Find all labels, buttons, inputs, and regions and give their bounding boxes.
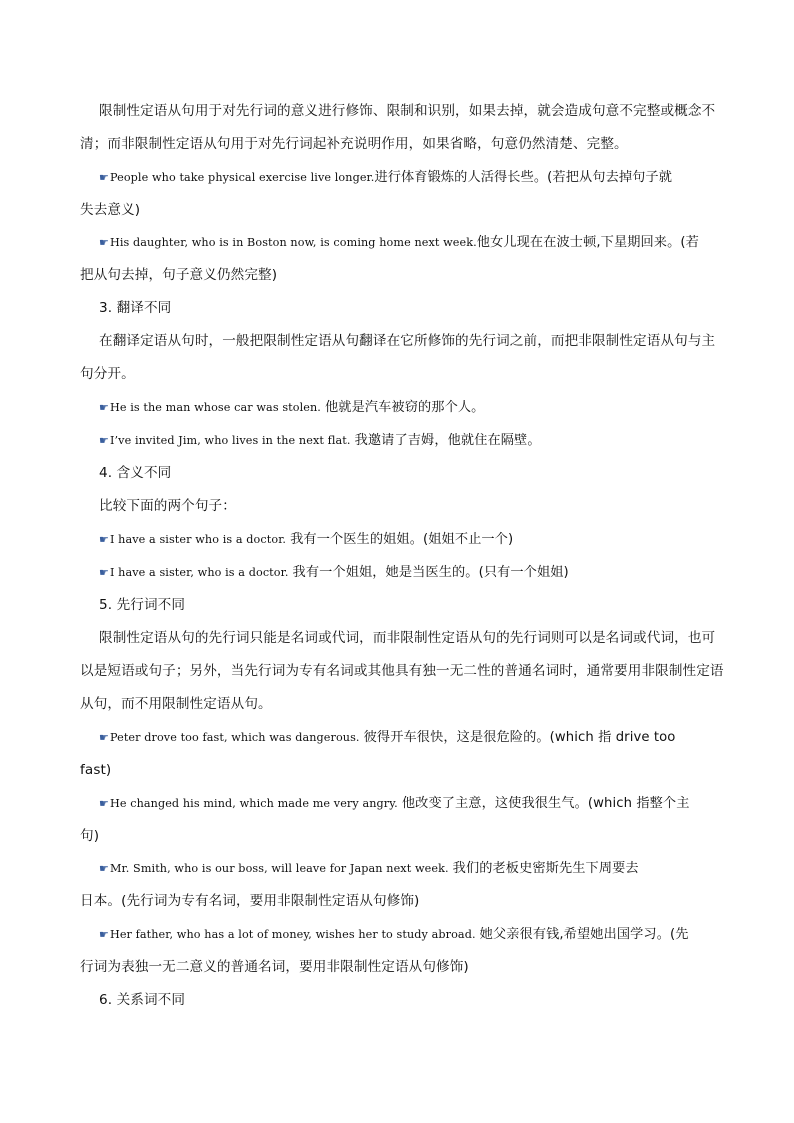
example-continuation: 把从句去掉，句子意义仍然完整) <box>80 267 278 283</box>
paragraph-line: 清；而非限制性定语从句用于对先行词起补充说明作用，如果省略，句意仍然清楚、完整。 <box>80 136 628 152</box>
section-heading: 3. 翻译不同 <box>99 300 172 316</box>
pointing-hand-icon: ☛ <box>99 862 109 875</box>
example-chinese: 我们的老板史密斯先生下周要去 <box>452 861 639 876</box>
example-sentence <box>99 562 569 583</box>
example-chinese: 我有一个姐姐，她是当医生的。(只有一个姐姐) <box>292 565 569 580</box>
example-english: Her father, who has a lot of money, wishes her to study abroad. <box>109 928 476 941</box>
paragraph-line: 在翻译定语从句时，一般把限制性定语从句翻译在它所修饰的先行词之前，而把非限制性定语从句与主 <box>99 333 716 349</box>
section-heading: 6. 关系词不同 <box>99 992 186 1008</box>
example-sentence <box>99 167 672 188</box>
pointing-hand-icon: ☛ <box>99 533 109 546</box>
example-english: His daughter, who is in Boston now, is coming home next week. <box>109 236 477 249</box>
pointing-hand-icon: ☛ <box>99 401 109 414</box>
example-chinese: 她父亲很有钱,希望她出国学习。(先 <box>479 927 689 942</box>
example-sentence <box>99 430 541 451</box>
example-english: I have a sister, who is a doctor. <box>109 566 289 579</box>
example-continuation: 失去意义) <box>80 202 141 218</box>
example-sentence <box>99 793 690 814</box>
example-sentence <box>99 924 689 945</box>
paragraph-line: 以是短语或句子；另外，当先行词为专有名词或其他具有独一无二性的普通名词时，通常要用非限制性定语 <box>80 663 724 679</box>
example-chinese: 彼得开车很快，这是很危险的。(which 指 drive too <box>363 730 676 745</box>
paragraph-line: 限制性定语从句的先行词只能是名词或代词，而非限制性定语从句的先行词则可以是名词或代词，也可 <box>99 630 716 646</box>
example-chinese: 他女儿现在在波士顿,下星期回来。(若 <box>476 235 699 250</box>
example-sentence <box>99 397 484 418</box>
pointing-hand-icon: ☛ <box>99 928 109 941</box>
pointing-hand-icon: ☛ <box>99 171 109 184</box>
example-english: People who take physical exercise live longer. <box>109 171 375 184</box>
example-sentence <box>99 727 675 748</box>
example-sentence <box>99 232 699 253</box>
pointing-hand-icon: ☛ <box>99 731 109 744</box>
example-continuation: 行词为表独一无二意义的普通名词，要用非限制性定语从句修饰) <box>80 959 469 975</box>
pointing-hand-icon: ☛ <box>99 797 109 810</box>
example-chinese: 他改变了主意，这使我很生气。(which 指整个主 <box>401 796 690 811</box>
example-english: I’ve invited Jim, who lives in the next flat. <box>109 434 351 447</box>
paragraph-line: 比较下面的两个句子： <box>99 498 236 514</box>
section-heading: 4. 含义不同 <box>99 465 172 481</box>
example-english: I have a sister who is a doctor. <box>109 533 287 546</box>
example-english: He changed his mind, which made me very angry. <box>109 797 398 810</box>
pointing-hand-icon: ☛ <box>99 236 109 249</box>
paragraph-line: 句分开。 <box>80 366 135 382</box>
pointing-hand-icon: ☛ <box>99 566 109 579</box>
example-chinese: 他就是汽车被窃的那个人。 <box>325 400 485 415</box>
paragraph-line: 从句，而不用限制性定语从句。 <box>80 696 272 712</box>
example-continuation: 句) <box>80 828 100 844</box>
example-sentence <box>99 529 513 550</box>
example-english: Mr. Smith, who is our boss, will leave for Japan next week. <box>109 862 449 875</box>
section-heading: 5. 先行词不同 <box>99 597 186 613</box>
paragraph-line: 限制性定语从句用于对先行词的意义进行修饰、限制和识别，如果去掉，就会造成句意不完整或概念不 <box>99 103 716 119</box>
example-continuation: fast) <box>80 762 112 778</box>
example-english: Peter drove too fast, which was dangerous. <box>109 731 360 744</box>
example-chinese: 我邀请了吉姆，他就住在隔壁。 <box>354 433 541 448</box>
example-continuation: 日本。(先行词为专有名词，要用非限制性定语从句修饰) <box>80 893 420 909</box>
example-chinese: 我有一个医生的姐姐。(姐姐不止一个) <box>290 532 514 547</box>
example-english: He is the man whose car was stolen. <box>109 401 321 414</box>
example-chinese: 进行体育锻炼的人活得长些。(若把从句去掉句子就 <box>374 170 673 185</box>
example-sentence <box>99 858 639 879</box>
pointing-hand-icon: ☛ <box>99 434 109 447</box>
